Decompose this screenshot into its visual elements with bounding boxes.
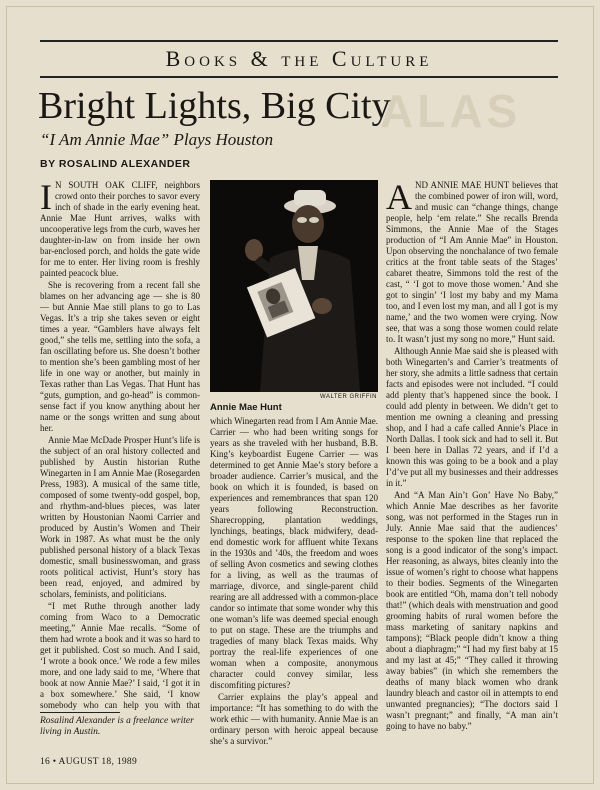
photo-credit: WALTER GRIFFIN xyxy=(320,394,377,400)
paragraph: She is recovering from a recent fall she blames on her advancing age — she is 80 — but Annie Mae still plans to go to Las Vegas. It’s a trip she takes seven or eight times a year. “Gamblers have always felt good,” she tells me, settling into the sofa, a fan oscillating before us. She doesn’t bother to mention she’s been gambling most of her life in one way or another, but mainly in Texas rather than Las Vegas. That Hunt has “guts, gumption, and go-head” is common-sense fact if you know anything about her name or the songs written and sung about her. xyxy=(40,280,200,433)
article-column-1 xyxy=(40,180,200,710)
paragraph-text: N SOUTH OAK CLIFF, neighbors crowd onto their porches to savor every inch of shade in the early evening heat. Annie Mae Hunt arrives, walks with uncooperative legs from the curb, waves her daughter-in-law on from inside her own bar-enclosed porch, and holds the gate wide for me to enter. Her living room is freshly painted peacock blue. xyxy=(40,180,200,278)
section-header xyxy=(40,40,558,78)
bleed-through-text: ALAS xyxy=(380,85,522,137)
paragraph-text: ND ANNIE MAE HUNT believes that the combined power of iron will, word, and music can “change things, change people, help ‘em relate.” She recalls Brenda Simmons, the Annie Mae of the Stages production of “I Am Annie Mae” in Houston. Upon observing the nonchalance of two female critics at the front table seats of the Stages’ cabaret theatre, Simmons told the rest of the cast, “ ‘I got to move those women.’ And she got to singin’ ‘I lost my baby and my Mama too, and I even lost my man, and all I got is my name,’ and the two women were crying. Now see, that was a song those women could relate to. It wasn’t just my song no more,” Hunt said. xyxy=(386,180,558,344)
paragraph: Carrier explains the play’s appeal and importance: “It has something to do with the work ethic — with humanity. Annie Mae is an ordinary person with heroic appeal because she’s a survivor.” xyxy=(210,692,378,746)
author-bio: Rosalind Alexander is a freelance writer living in Austin. xyxy=(40,716,194,737)
drop-cap: I xyxy=(40,180,52,217)
headline: Bright Lights, Big City xyxy=(38,85,391,127)
paragraph: “I met Ruthe through another lady coming from Waco to a Democratic meeting,” Annie Mae recalls. “Some of them had wrote a book and it was so hard to get it published. Cost so much. And I said, ‘I wrote a book once.’ We rode a few miles more, and one lady said to me, ‘Where that book at now Annie Mae?’ I said, ‘I got it in a box somewhere.’ She said, ‘I know somebody who can help you with that xyxy=(40,601,200,710)
paragraph xyxy=(40,180,200,279)
paragraph xyxy=(386,180,558,345)
paragraph: Annie Mae McDade Prosper Hunt’s life is the subject of an oral history collected and published by Austin historian Ruthe Winegarten in I am Annie Mae (Rosegarden Press, 1983). A musical of the same title, composed of some twenty-odd gospel, bop, and rhythm-and-blues pieces, was later written by Houstonian Naomi Carrier and produced by Austin’s Women and Their Work in 1987. As what must be the only published personal history of a black Texas domestic, small businesswoman, and grass roots political activist, Hunt’s story has been read, enjoyed, and admired by scholars, feminists, and politicians. xyxy=(40,435,200,599)
section-title: Books & the Culture xyxy=(165,46,433,71)
bio-rule xyxy=(40,712,120,713)
photo-illustration xyxy=(210,180,378,392)
article-column-3 xyxy=(386,180,558,754)
paragraph: And “A Man Ain’t Gon’ Have No Baby,” which Annie Mae describes as her favorite song, was not performed in the Stages run in July. Annie Mae said that the audiences’ response to the spoken line that replaced the song is a good indicator of the song’s impact. Her reasoning, as always, bites cleanly into the issue of women’s right to choose what happens to their bodies. Segments of the Winegarten book are entitled “Oh, mama don’t tell nobody that!” (which deals with menstruation and good grooming habits of rural women before the mass marketing of sanitary napkins and tampons); “Black people didn’t know a thing about a diaphragm;” “I had my first baby at 15 and my last at 45;” “They called it throwing away babies” (in which she remembers the deaths of many black women who drank laundry bleach and castor oil in attempts to end unwanted pregnancies); “The doctors said I wasn’t pregnant;” and finally, “A man ain’t going to have no baby.” xyxy=(386,490,558,731)
page-folio: 16 • AUGUST 18, 1989 xyxy=(40,757,138,767)
photo-annie-mae-hunt xyxy=(210,180,378,392)
photo-caption: Annie Mae Hunt xyxy=(210,402,282,413)
paragraph: which Winegarten read from I Am Annie Mae. Carrier — who had been writing songs for years as she traveled with her husband, B.B. King’s keyboardist Eugene Carrier — was determined to get Annie Mae’s story before a broader audience. Carrier’s musical, and the book on which it is founded, is based on experiences and remembrances that span 120 years following Reconstruction. Sharecropping, plantation weddings, lynchings, beatings, black midwifery, dead-end domestic work for affluent white Texans in the 1930s and ’40s, the freedom and woes of selling Avon cosmetics and sewing clothes for a living, as well as the traumas of marriage, divorce, and single-parent child rearing are all addressed with a common-place candor so intimate that some wonder why this one woman’s life was deemed special enough to put on stage. These are the triumphs and tragedies of many black Texas maids. Why portray the real-life experiences of one woman when a composite, anonymous character could convey similar, less discomfiting pictures? xyxy=(210,416,378,690)
paragraph: Although Annie Mae said she is pleased with both Winegarten’s and Carrier’s treatments of her story, she admits a little sadness that certain facts and episodes were not included. “I could add plenty that’s happened since the book. I could add plenty in between. We didn’t get to mention me owning a cleaning and pressing shop, and I had a cafe called Annie’s Place in North Dallas. I took sick and had to sell it. But I been here in Dallas 72 years, and if I’d a known this was going to be a book and a play I’d’ve put all my businesses and their addresses in it.” xyxy=(386,346,558,488)
deck: “I Am Annie Mae” Plays Houston xyxy=(40,130,274,149)
drop-cap: A xyxy=(386,180,412,217)
byline: BY ROSALIND ALEXANDER xyxy=(40,158,191,170)
article-column-2 xyxy=(210,416,378,754)
